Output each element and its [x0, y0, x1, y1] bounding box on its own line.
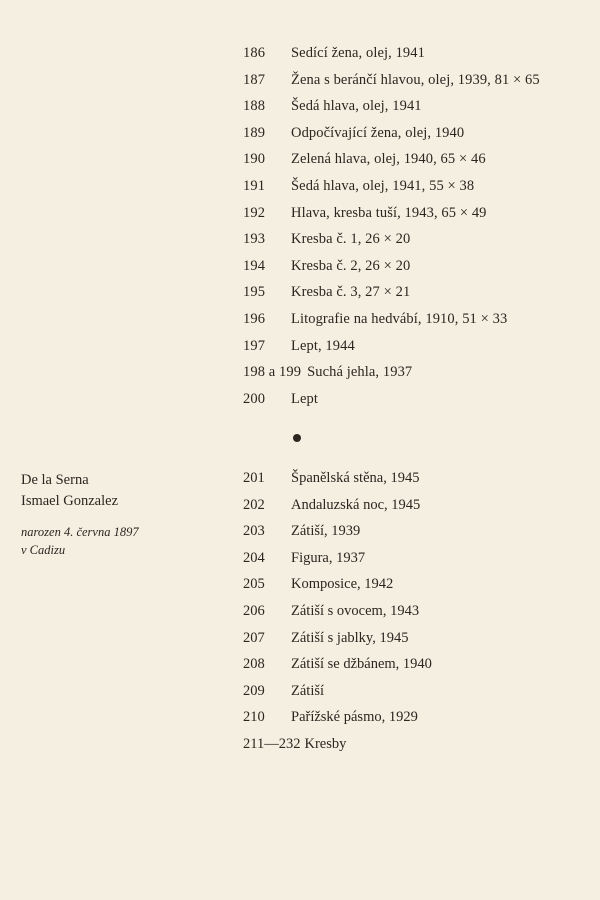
entry-number: 197 — [243, 337, 266, 354]
entry-number: 205 — [243, 576, 265, 593]
entry-title: Zátiší s ovocem, 1943 — [291, 602, 420, 619]
entry-title: Žena s beránčí hlavou, olej, 1939, 81 × 65 — [291, 71, 540, 88]
entry-number: 208 — [243, 656, 265, 673]
catalog-entry — [243, 40, 593, 67]
entry-title: Zátiší, 1939 — [291, 523, 361, 540]
entry-title: Figura, 1937 — [291, 549, 366, 566]
entry-title: Kresba č. 3, 27 × 21 — [291, 284, 411, 301]
section-separator-bullet-icon — [293, 434, 301, 442]
catalog-entry — [243, 200, 593, 227]
catalog-entry — [243, 571, 593, 598]
entry-number: 207 — [243, 629, 265, 646]
entry-title: Šedá hlava, olej, 1941, 55 × 38 — [291, 177, 475, 194]
entry-title: Zátiší se džbánem, 1940 — [291, 656, 432, 673]
entry-number: 192 — [243, 204, 266, 221]
catalog-entry — [243, 173, 593, 200]
entry-number: 209 — [243, 682, 265, 699]
catalog-list-previous-artist — [243, 40, 593, 412]
entry-title: Odpočívající žena, olej, 1940 — [291, 124, 465, 141]
entry-title: Lept, 1944 — [291, 337, 355, 354]
catalog-entry — [243, 120, 593, 147]
artist-name-line2: Ismael Gonzalez — [21, 493, 119, 509]
catalog-entry — [243, 465, 593, 492]
catalog-entry — [243, 226, 593, 253]
entry-number: 202 — [243, 496, 265, 513]
catalog-entry — [243, 359, 593, 386]
catalog-entry — [243, 492, 593, 519]
entry-number: 186 — [243, 45, 266, 61]
artist-info — [21, 470, 221, 559]
entry-number: 189 — [243, 124, 266, 141]
entry-number: 200 — [243, 390, 266, 407]
catalog-list-de-la-serna — [243, 465, 593, 758]
entry-number: 201 — [243, 470, 265, 486]
entry-title: Lept — [291, 390, 318, 407]
catalog-entry — [243, 598, 593, 625]
entry-number: 188 — [243, 98, 266, 115]
entry-title: Andaluzská noc, 1945 — [291, 496, 421, 513]
catalog-entry — [243, 333, 593, 360]
entry-title: Kresba č. 2, 26 × 20 — [291, 257, 411, 274]
entry-title: Kresba č. 1, 26 × 20 — [291, 231, 411, 248]
entry-title: Kresby — [304, 735, 347, 752]
artist-birth — [21, 523, 221, 559]
catalog-entry — [243, 731, 593, 758]
catalog-entry — [243, 678, 593, 705]
catalog-entry — [243, 67, 593, 94]
entry-number: 196 — [243, 310, 266, 327]
catalog-entry — [243, 625, 593, 652]
entry-number: 194 — [243, 257, 266, 274]
catalog-entry — [243, 306, 593, 333]
entry-number: 204 — [243, 549, 265, 566]
entry-number: 193 — [243, 231, 266, 248]
catalog-entry — [243, 93, 593, 120]
entry-title: Komposice, 1942 — [291, 576, 394, 593]
catalog-entry — [243, 545, 593, 572]
entry-title: Sedící žena, olej, 1941 — [291, 45, 425, 61]
entry-title: Hlava, kresba tuší, 1943, 65 × 49 — [291, 204, 487, 221]
artist-birth-place: v Cadizu — [21, 543, 66, 557]
entry-title: Zelená hlava, olej, 1940, 65 × 46 — [291, 151, 486, 168]
artist-name-line1: De la Serna — [21, 472, 89, 488]
entry-number: 203 — [243, 523, 265, 540]
entry-number: 198 a 199 — [243, 364, 302, 381]
entry-number: 211—232 — [243, 735, 301, 752]
entry-number: 190 — [243, 151, 266, 168]
entry-number: 195 — [243, 284, 266, 301]
entry-number: 191 — [243, 177, 266, 194]
catalog-entry — [243, 518, 593, 545]
catalog-entry — [243, 651, 593, 678]
catalog-entry — [243, 704, 593, 731]
catalog-entry — [243, 146, 593, 173]
entry-title: Zátiší — [291, 682, 325, 699]
entry-title: Litografie na hedvábí, 1910, 51 × 33 — [291, 310, 508, 327]
entry-title: Španělská stěna, 1945 — [291, 470, 420, 486]
entry-title: Zátiší s jablky, 1945 — [291, 629, 409, 646]
entry-number: 210 — [243, 709, 265, 726]
catalog-entry — [243, 386, 593, 413]
entry-title: Suchá jehla, 1937 — [307, 364, 413, 381]
artist-birth-date: narozen 4. června 1897 — [21, 525, 139, 539]
catalog-entry — [243, 253, 593, 280]
entry-title: Pařížské pásmo, 1929 — [291, 709, 418, 726]
entry-title: Šedá hlava, olej, 1941 — [291, 98, 422, 115]
entry-number: 187 — [243, 71, 266, 88]
catalog-entry — [243, 279, 593, 306]
entry-number: 206 — [243, 602, 265, 619]
